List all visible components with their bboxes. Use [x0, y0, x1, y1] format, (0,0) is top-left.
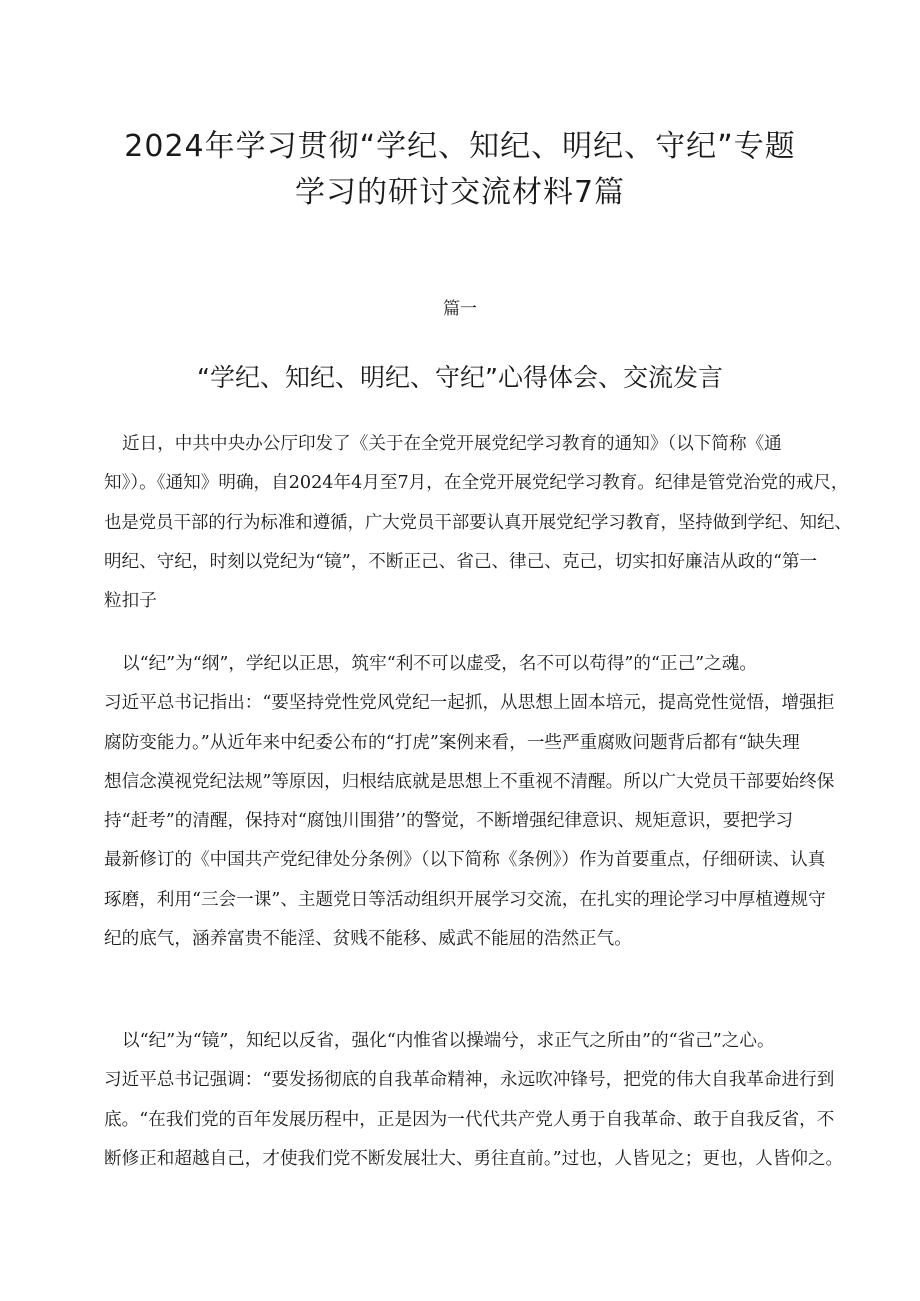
paragraph-line: 最新修订的《中国共产党纪律处分条例》（以下简称《条例》）作为首要重点，仔细研读、认真: [104, 850, 826, 871]
paragraph-line: 想信念漠视党纪法规”等原因，归根结底就是思想上不重视不清醒。所以广大党员干部要始终保: [104, 771, 835, 792]
title-line: 学习的研讨交流材料7篇: [294, 175, 626, 210]
paragraph-line: 习近平总书记指出：“要坚持党性党风党纪一起抓，从思想上固本培元，提高党性觉悟，增强拒: [104, 693, 835, 714]
paragraph-line: 腐防变能力。”从近年来中纪委公布的“打虎”案例来看，一些严重腐败问题背后都有“缺失理: [104, 732, 800, 753]
body-paragraph: [104, 1022, 854, 1179]
document-title: [60, 124, 860, 216]
paragraph-line: 知》）。《通知》明确，自2024年4月至7月，在全党开展党纪学习教育。纪律是管党治党的戒尺，: [104, 473, 849, 494]
section-heading: “学纪、知纪、明纪、守纪”心得体会、交流发言: [197, 363, 723, 392]
paragraph-line: 也是党员干部的行为标准和遵循，广大党员干部要认真开展党纪学习教育，坚持做到学纪、知纪、: [104, 512, 852, 533]
title-line: 2024年学习贯彻“学纪、知纪、明纪、守纪”专题: [124, 129, 796, 164]
paragraph-line: 近日，中共中央办公厅印发了《关于在全党开展党纪学习教育的通知》（以下简称《通: [122, 434, 782, 454]
paragraph-line: 明纪、守纪，时刻以党纪为“镜”，不断正己、省己、律己、克己，切实扣好廉洁从政的“第一: [104, 551, 818, 572]
paragraph-line: 底。“在我们党的百年发展历程中，正是因为一代代共产党人勇于自我革命、敢于自我反省，不: [104, 1109, 835, 1130]
paragraph-line: 以“纪”为“纲”，学纪以正思，筑牢“利不可以虚受，名不可以苟得”的“正己”之魂。: [122, 654, 757, 674]
body-paragraph: [104, 645, 854, 959]
body-paragraph: [104, 425, 854, 621]
paragraph-line: 以“纪”为“镜”，知纪以反省，强化“内惟省以操端兮，求正气之所由”的“省己”之心。: [122, 1031, 775, 1051]
paragraph-line: 琢磨，利用“三会一课”、主题党日等活动组织开展学习交流，在扎实的理论学习中厚植遵规守: [104, 889, 826, 910]
section-label: 篇一: [443, 299, 477, 319]
paragraph-line: 粒扣子: [104, 591, 157, 612]
paragraph-line: 断修正和超越自己，才使我们党不断发展壮大、勇往直前。”过也，人皆见之；更也，人皆仰之。: [104, 1148, 844, 1169]
paragraph-line: 持“赶考”的清醒，保持对“腐蚀川围猎’’的警觉，不断增强纪律意识、规矩意识，要把学习: [104, 811, 794, 832]
paragraph-line: 纪的底气，涵养富贵不能淫、贫贱不能移、威武不能屈的浩然正气。: [104, 929, 632, 950]
paragraph-line: 习近平总书记强调：“要发扬彻底的自我革命精神，永远吹冲锋号，把党的伟大自我革命进行到: [104, 1070, 835, 1091]
